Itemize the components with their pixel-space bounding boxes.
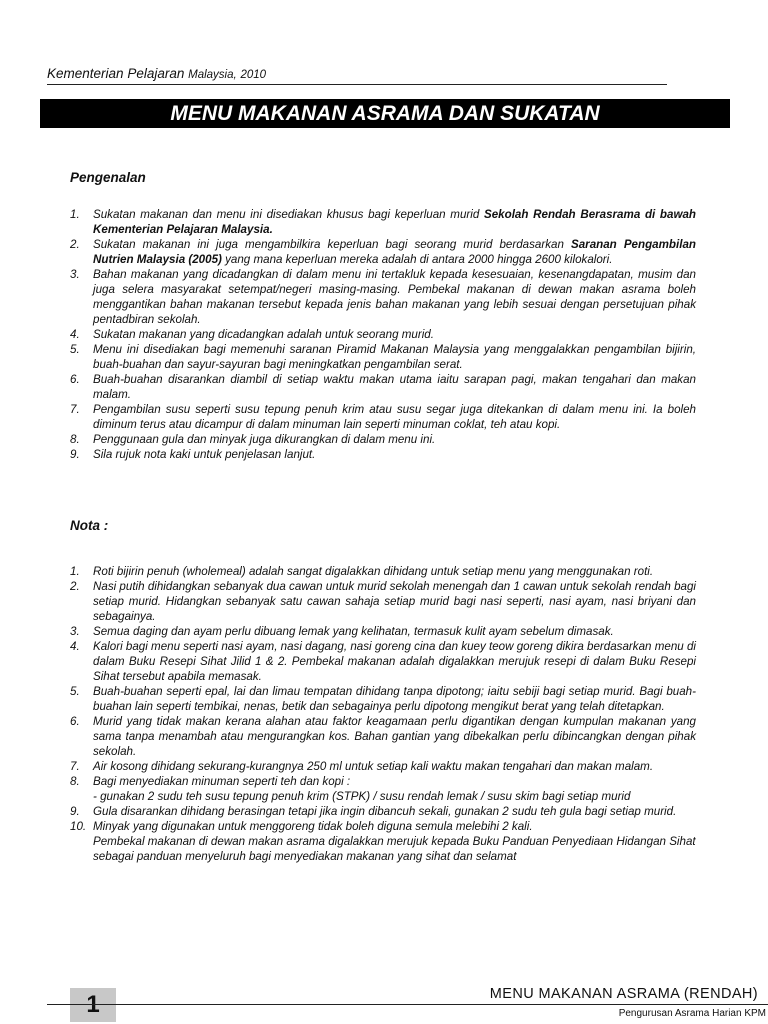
item-number: 6. (70, 373, 80, 386)
item-text: Buah-buahan seperti epal, lai dan limau tempatan dihidang tanpa dipotong; iaitu sebiji bagi setiap murid. Bagi buah-buahan lain seperti tembikai, nenas, betik dan sebagainya perlu dipotong mengikut berat yang telah ditetapkan. (93, 685, 696, 713)
nota-item (70, 819, 696, 864)
intro-heading: Pengenalan (70, 170, 146, 185)
intro-item (70, 447, 696, 462)
item-number: 3. (70, 625, 80, 638)
item-text: Gula disarankan dihidang berasingan tetapi jika ingin dibancuh sekali, gunakan 2 sudu teh gula bagi setiap murid. (93, 805, 677, 818)
item-text: Pengambilan susu seperti susu tepung penuh krim atau susu segar juga ditekankan di dalam menu ini. Ia boleh diminum terus atau dicampur di dalam minuman lain seperti minuman coklat, teh atau kopi. (93, 403, 696, 431)
item-number: 8. (70, 775, 80, 788)
item-text: Bahan makanan yang dicadangkan di dalam menu ini tertakluk kepada kesesuaian, kesenangdapatan, musim dan juga selera masyarakat setempat/negeri masing-masing. Pembekal makanan di dewan makan asrama boleh menggantikan bahan makanan tersebut kepada jenis bahan makanan yang lebih sesuai dengan persetujuan pihak pentadbiran sekolah. (93, 268, 696, 326)
item-number: 8. (70, 433, 80, 446)
item-text: Menu ini disediakan bagi memenuhi saranan Piramid Makanan Malaysia yang menggalakkan pengambilan bijirin, buah-buahan dan sayur-sayuran bagi meningkatkan pengambilan serat. (93, 343, 696, 371)
intro-item (70, 237, 696, 267)
header-org-malaysia: Malaysia, (188, 69, 237, 81)
item-text: Roti bijirin penuh (wholemeal) adalah sangat digalakkan dihidang untuk setiap menu yang menggunakan roti. (93, 565, 654, 578)
item-text-bold: Saranan Pengambilan Nutrien Malaysia (2005) (93, 238, 696, 266)
item-number: 9. (70, 448, 80, 461)
item-text: Air kosong dihidang sekurang-kurangnya 250 ml untuk setiap kali waktu makan tengahari dan makan malam. (93, 760, 654, 773)
footer-title: MENU MAKANAN ASRAMA (RENDAH) (489, 986, 758, 1002)
item-number: 2. (70, 580, 80, 593)
page-number: 1 (70, 988, 116, 1022)
item-text: Kalori bagi menu seperti nasi ayam, nasi dagang, nasi goreng cina dan kuey teow goreng dikira berdasarkan menu di dalam Buku Resepi Sihat Jilid 1 & 2. Pembekal makanan adalah digalakkan merujuk resepi di dalam Buku Resepi Sihat tersebut apabila memasak. (93, 640, 696, 683)
nota-item (70, 714, 696, 759)
item-number: 1. (70, 565, 80, 578)
item-number: 1. (70, 208, 80, 221)
item-number: 2. (70, 238, 80, 251)
item-text: Sila rujuk nota kaki untuk penjelasan lanjut. (93, 448, 316, 461)
item-number: 5. (70, 685, 80, 698)
nota-item (70, 564, 696, 579)
item-text: Bagi menyediakan minuman seperti teh dan kopi : (93, 775, 351, 788)
nota-item (70, 684, 696, 714)
item-text: - gunakan 2 sudu teh susu tepung penuh krim (STPK) / susu rendah lemak / susu skim bagi setiap murid (93, 790, 631, 803)
item-text: Sukatan makanan ini juga mengambilkira keperluan bagi seorang murid berdasarkan (93, 238, 571, 251)
intro-list (70, 207, 696, 462)
item-text: Pembekal makanan di dewan makan asrama digalakkan merujuk kepada Buku Panduan Penyediaan Hidangan Sihat sebagai panduan menyeluruh bagi menyediakan makanan yang sihat dan selamat (93, 835, 696, 863)
item-text: Nasi putih dihidangkan sebanyak dua cawan untuk murid sekolah menengah dan 1 cawan untuk sekolah rendah bagi setiap murid. Hidangkan sebanyak satu cawan sahaja setiap murid bagi nasi seperti, nasi ayam, nasi briyani dan sebagainya. (93, 580, 696, 623)
item-number: 3. (70, 268, 80, 281)
intro-item (70, 432, 696, 447)
nota-item (70, 774, 696, 804)
item-number: 7. (70, 403, 80, 416)
footer-organisation: Pengurusan Asrama Harian KPM (618, 1008, 766, 1019)
item-text: Sukatan makanan yang dicadangkan adalah untuk seorang murid. (93, 328, 434, 341)
item-number: 9. (70, 805, 80, 818)
intro-item (70, 327, 696, 342)
item-number: 4. (70, 328, 80, 341)
item-text: Penggunaan gula dan minyak juga dikurangkan di dalam menu ini. (93, 433, 436, 446)
nota-heading: Nota : (70, 518, 109, 533)
document-title: MENU MAKANAN ASRAMA DAN SUKATAN (40, 99, 730, 128)
item-number: 10. (70, 820, 87, 833)
intro-item (70, 207, 696, 237)
header-year: 2010 (240, 69, 267, 81)
item-number: 7. (70, 760, 80, 773)
footer-divider (47, 1004, 768, 1005)
nota-list (70, 564, 696, 864)
item-text: Murid yang tidak makan kerana alahan atau faktor keagamaan perlu digantikan dengan kumpulan makanan yang sama tanpa menambah atau mengurangkan kos. Bahan gantian yang dibekalkan perlu dibincangkan dengan pihak sekolah. (93, 715, 696, 758)
item-text-bold: Sekolah Rendah Berasrama di bawah Kementerian Pelajaran Malaysia. (93, 208, 697, 236)
item-number: 5. (70, 343, 80, 356)
intro-item (70, 372, 696, 402)
header-org-kementerian: Kementerian (47, 66, 124, 81)
nota-item (70, 759, 696, 774)
intro-item (70, 342, 696, 372)
header-org-pelajaran: Pelajaran (127, 66, 185, 81)
item-text: yang mana keperluan mereka adalah di antara 2000 hingga 2600 kilokalori. (221, 253, 613, 266)
item-text: Sukatan makanan dan menu ini disediakan khusus bagi keperluan murid (93, 208, 484, 221)
nota-item (70, 639, 696, 684)
item-text: Semua daging dan ayam perlu dibuang lemak yang kelihatan, termasuk kulit ayam sebelum dimasak. (93, 625, 614, 638)
item-text: Minyak yang digunakan untuk menggoreng tidak boleh diguna semula melebihi 2 kali. (93, 820, 533, 833)
intro-item (70, 402, 696, 432)
intro-item (70, 267, 696, 327)
item-text: Buah-buahan disarankan diambil di setiap waktu makan utama iaitu sarapan pagi, makan tengahari dan makan malam. (93, 373, 696, 401)
item-number: 4. (70, 640, 80, 653)
nota-item (70, 624, 696, 639)
nota-item (70, 804, 696, 819)
document-header (47, 66, 667, 85)
nota-item (70, 579, 696, 624)
item-number: 6. (70, 715, 80, 728)
